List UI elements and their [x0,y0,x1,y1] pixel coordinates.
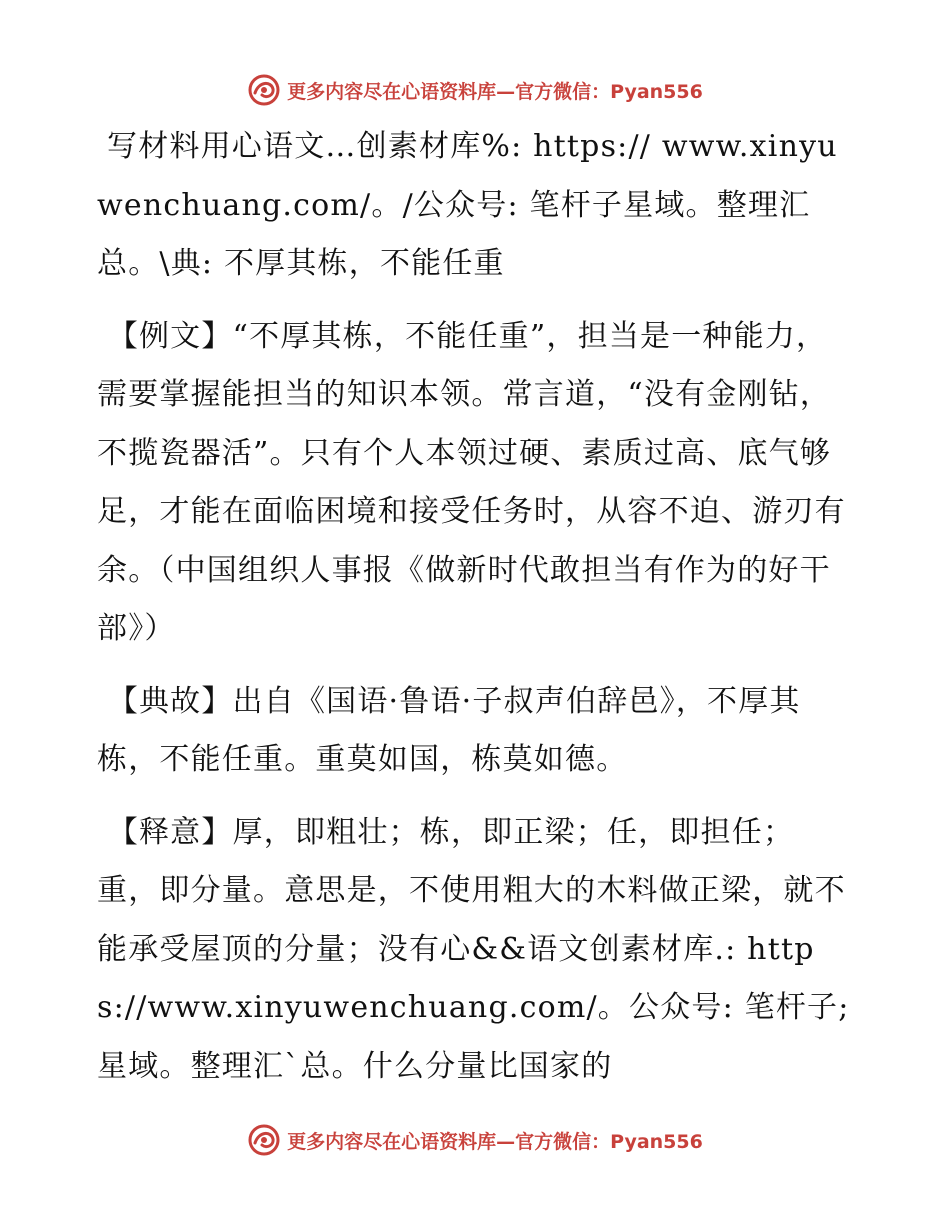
footer-banner [0,1122,950,1158]
banner-text [287,1127,703,1154]
swirl-logo-icon [247,73,281,107]
banner-account: Pyan556 [610,80,703,103]
banner-official: 官方微信： [515,80,611,103]
banner-account: Pyan556 [610,1130,703,1153]
document-body [97,118,852,1110]
banner-separator: — [496,1130,516,1153]
banner-brand: 更多内容尽在心语资料库 [287,1130,497,1153]
header-banner [0,72,950,108]
banner-text [287,77,703,104]
banner-official: 官方微信： [515,1130,611,1153]
swirl-logo-icon [247,1123,281,1157]
paragraph-example: 【例文】“不厚其栋，不能任重”，担当是一种能力，需要掌握能担当的知识本领。常言道，“没有金刚钻，不揽瓷器活”。只有个人本领过硬、素质过高、底气够足，才能在面临困境和接受任务时，从容不迫、游刃有余。（中国组织人事报《做新时代敢担当有作为的好干部》） [97,318,846,646]
paragraph-allusion: 【典故】出自《国语·鲁语·子叔声伯辞邑》，不厚其栋，不能任重。重莫如国，栋莫如德。 [97,683,801,777]
banner-separator: — [496,80,516,103]
paragraph-meaning: 【释意】厚，即粗壮；栋，即正梁；任，即担任；重，即分量。意思是，不使用粗大的木料做正梁，就不能承受屋顶的分量；没有心&&语文创素材库.: https://www.xinyuwenchuang.com/。公众号: 笔杆子;星域。整理汇`总。什么分量比国家的 [97,814,850,1084]
paragraph-intro: 写材料用心语文…创素材库%: https:// www.xinyuwenchuang.com/。/公众号: 笔杆子星域。整理汇总。\典: 不厚其栋，不能任重 [97,129,838,281]
banner-brand: 更多内容尽在心语资料库 [287,80,497,103]
